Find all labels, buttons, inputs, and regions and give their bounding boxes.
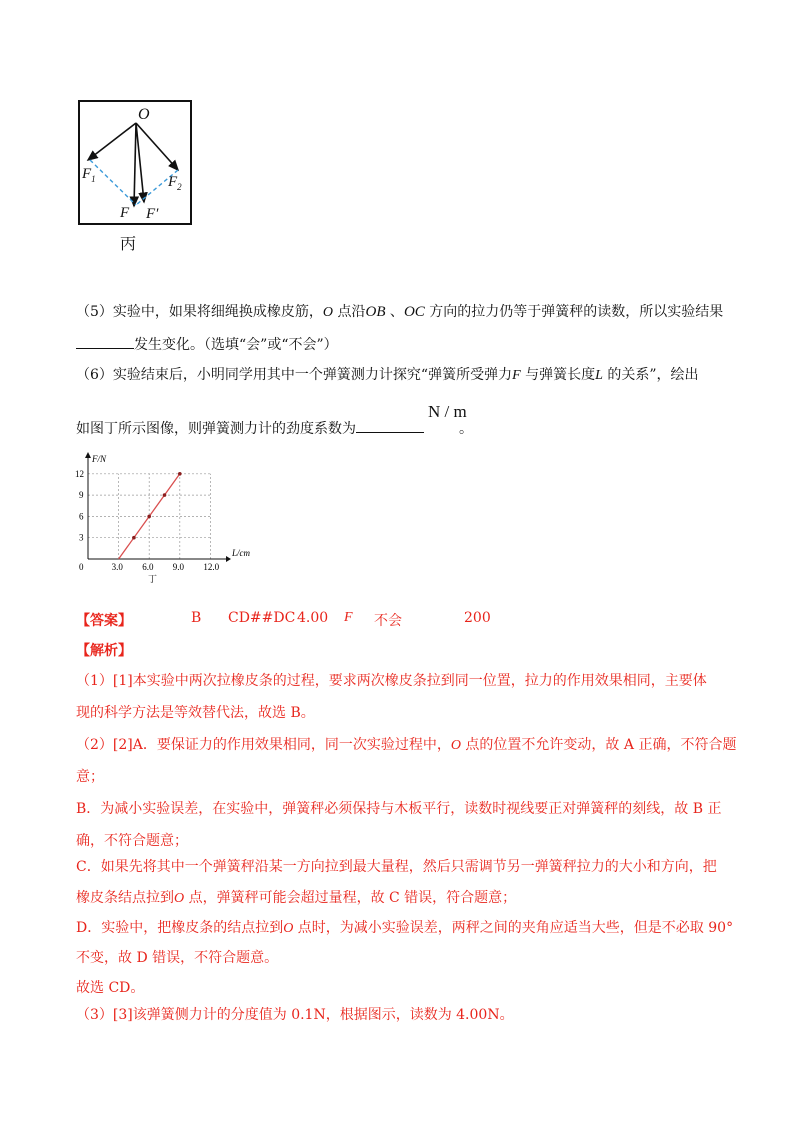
origin-label: 0 (79, 562, 84, 572)
data-point-3 (178, 472, 182, 476)
q6-end-mark: 。 (459, 421, 473, 437)
y-tick-label-3: 12 (75, 468, 84, 479)
force-diagram-figure (78, 100, 192, 225)
answer-6: 200 (464, 610, 491, 626)
q6-line1: （6）实验结束后，小明同学用其中一个弹簧测力计探究“弹簧所受弹力F 与弹簧长度L 的关系”，绘出 (76, 367, 699, 383)
analysis-p1-line2: 现的科学方法是等效替代法，故选 B。 (76, 705, 315, 721)
y-tick-label-1: 6 (79, 511, 84, 522)
answer-5: 不会 (374, 613, 402, 629)
fprime-label: F′ (146, 206, 159, 222)
y-axis-arrowhead (85, 452, 91, 458)
answer-label: 【答案】 (76, 613, 132, 629)
x-axis-label: L/cm (232, 548, 250, 558)
analysis-p4-line2: 橡皮条结点拉到O 点，弹簧秤可能会超过量程，故 C 错误，符合题意； (76, 890, 517, 906)
q5-answer-blank[interactable] (76, 334, 134, 349)
analysis-p2-line1: （2）[2]A．要保证力的作用效果相同，同一次实验过程中，O 点的位置不允许变动，故 A 正确，不符合题 (76, 737, 737, 753)
answer-row (76, 610, 776, 632)
figure-bing-caption: 丙 (120, 234, 137, 253)
analysis-p1-line1: （1）[1]本实验中两次拉橡皮条的过程，要求两次橡皮条拉到同一位置，拉力的作用效果相同，主要体 (76, 673, 707, 689)
answer-2: CD##DC (228, 610, 296, 626)
y-tick-label-2: 9 (79, 490, 84, 501)
f2-arrow (136, 123, 178, 170)
answer-1: B (191, 610, 202, 626)
chart-caption: 丁 (148, 574, 158, 584)
f1-label: $F_1$ (82, 166, 96, 184)
f-arrow (134, 123, 136, 206)
x-tick-label-1: 6.0 (142, 562, 154, 572)
x-tick-label-0: 3.0 (111, 562, 123, 572)
answer-4: F (344, 610, 353, 625)
analysis-p4-line1: C．如果先将其中一个弹簧秤沿某一方向拉到最大量程，然后只需调节另一弹簧秤拉力的大小和方向，把 (76, 859, 717, 875)
analysis-p3-line1: B．为减小实验误差，在实验中，弹簧秤必须保持与木板平行，读数时视线要正对弹簧秤的刻线，故 B 正 (76, 801, 722, 817)
y-tick-label-0: 3 (79, 532, 84, 543)
x-tick-label-3: 12.0 (203, 562, 220, 572)
analysis-p6: 故选 CD。 (76, 980, 145, 996)
spring-force-chart (66, 450, 256, 586)
fprime-arrow (136, 123, 144, 202)
y-axis-label: F/N (92, 454, 107, 464)
f1-arrow (88, 123, 136, 160)
point-o-label: O (138, 106, 150, 123)
analysis-p2-line2: 意； (76, 769, 104, 785)
analysis-label: 【解析】 (76, 643, 132, 659)
answer-3: 4.00 (297, 610, 329, 626)
analysis-p3-line2: 确，不符合题意； (76, 833, 188, 849)
x-tick-label-2: 9.0 (172, 562, 185, 572)
q6-answer-blank[interactable] (356, 418, 424, 433)
analysis-p5-line1: D．实验中，把橡皮条的结点拉到O 点时，为减小实验误差，两秤之间的夹角应适当大些，但是不必取 90° (76, 920, 734, 936)
q5-line2: 发生变化。（选填“会”或“不会”） (76, 334, 338, 355)
force-diagram-svg (80, 102, 190, 223)
analysis-p5-line2: 不变，故 D 错误，不符合题意。 (76, 950, 279, 966)
f-label: F (120, 205, 130, 221)
data-point-2 (163, 493, 167, 497)
q6-unit: N / m (428, 402, 467, 421)
parallelogram-dashed-left (90, 160, 136, 205)
data-point-0 (132, 536, 136, 540)
q5-line1: （5）实验中，如果将细绳换成橡皮筋，O 点沿OB 、OC 方向的拉力仍等于弹簧秤的读数，所以实验结果 (76, 304, 724, 320)
analysis-p7: （3）[3]该弹簧侧力计的分度值为 0.1N，根据图示，读数为 4.00N。 (76, 1007, 514, 1023)
x-axis-arrowhead (226, 556, 231, 562)
q6-line2: 如图丁所示图像，则弹簧测力计的劲度系数为 (76, 418, 424, 439)
f2-label: $F_2$ (168, 174, 182, 192)
data-point-1 (147, 515, 151, 519)
